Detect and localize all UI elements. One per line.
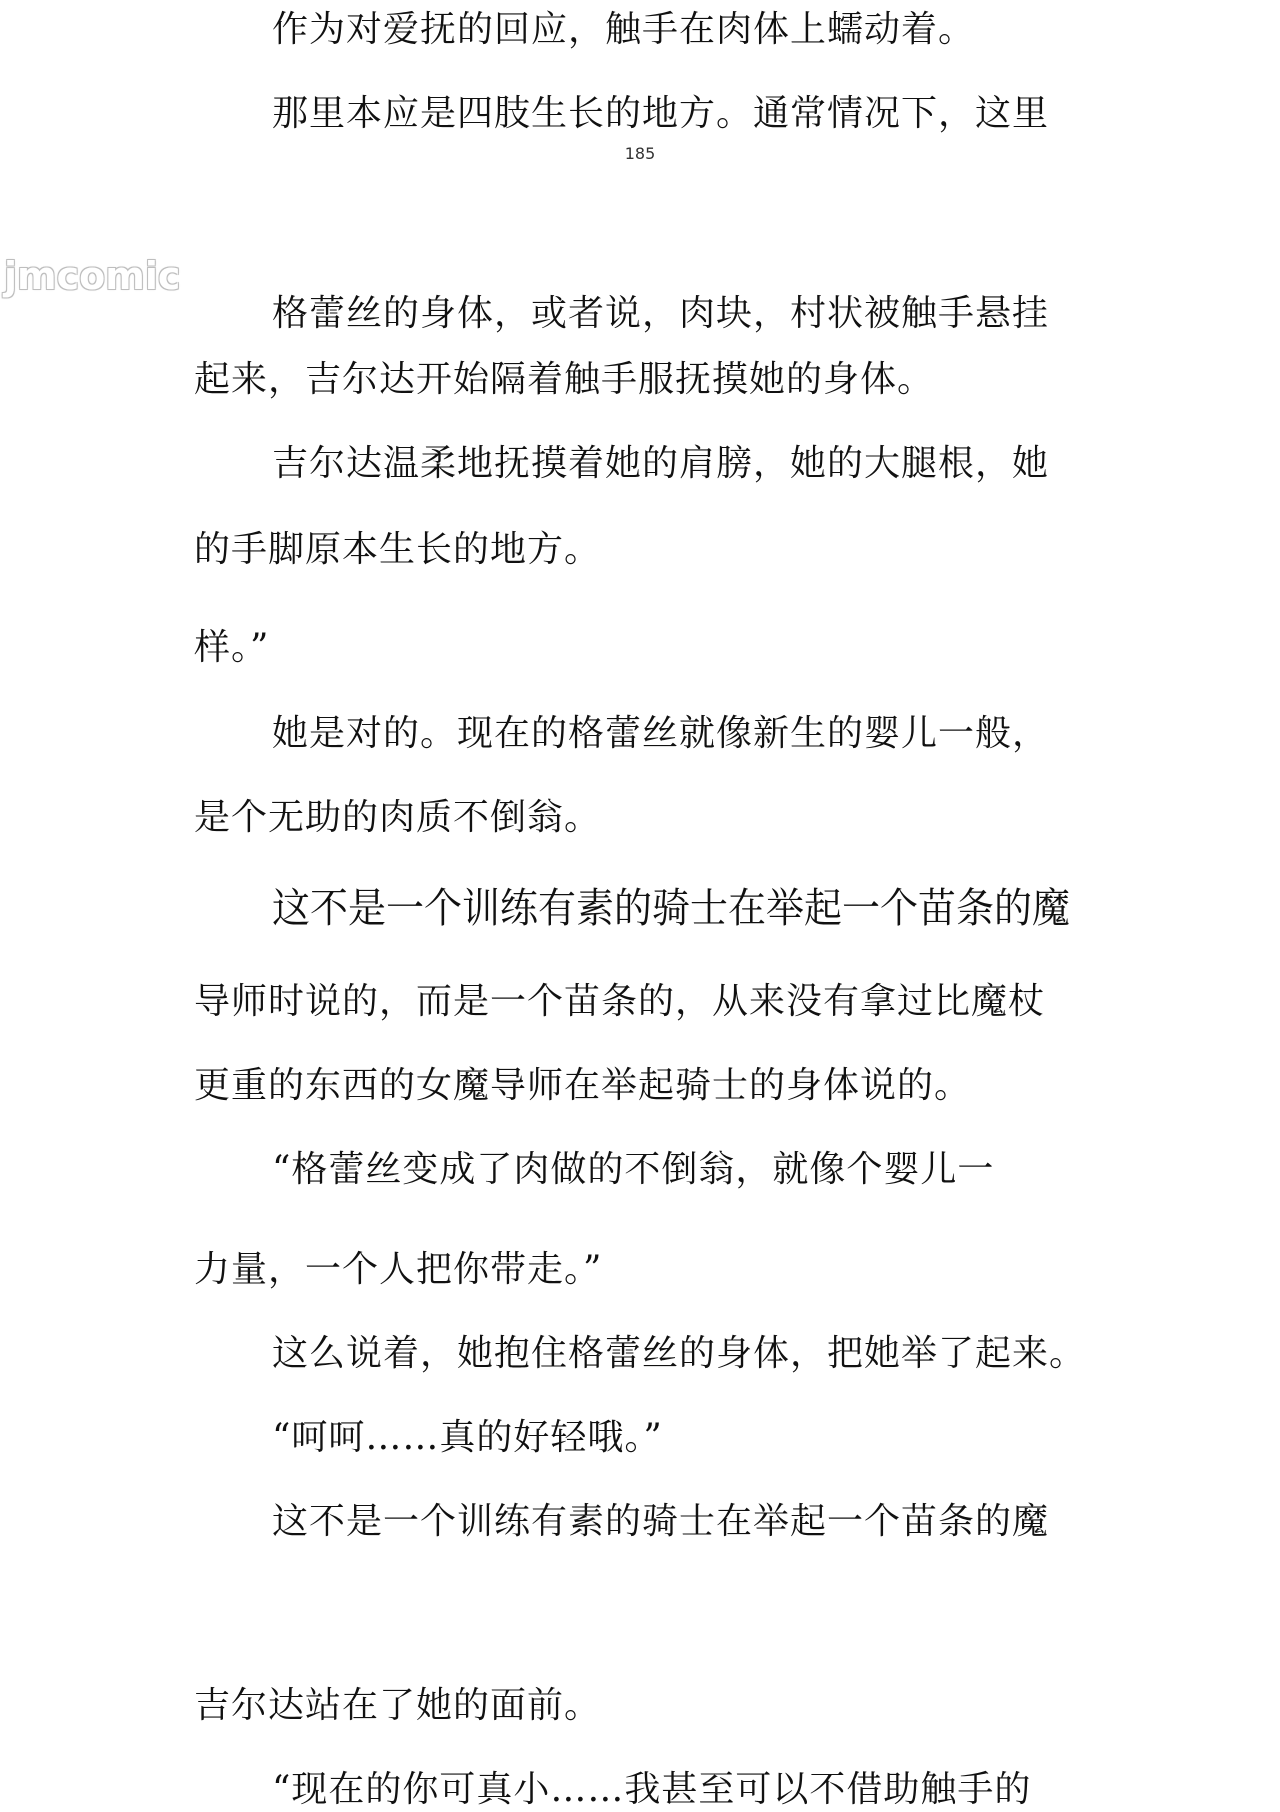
text-line: “呵呵……真的好轻哦。” (272, 1417, 663, 1458)
text-line: 作为对爱抚的回应，触手在肉体上蠕动着。 (272, 9, 976, 50)
text-line: 她是对的。现在的格蕾丝就像新生的婴儿一般， (272, 713, 1050, 754)
text-line: “格蕾丝变成了肉做的不倒翁，就像个婴儿一 (272, 1149, 995, 1190)
text-line: 导师时说的，而是一个苗条的，从来没有拿过比魔杖 (194, 981, 1046, 1022)
text-line: 吉尔达站在了她的面前。 (194, 1685, 602, 1726)
text-line: “现在的你可真小……我甚至可以不借助触手的 (272, 1769, 1032, 1810)
text-line: 的手脚原本生长的地方。 (194, 529, 602, 570)
text-line: 更重的东西的女魔导师在举起骑士的身体说的。 (194, 1065, 972, 1106)
text-line: 这么说着，她抱住格蕾丝的身体，把她举了起来。 (272, 1333, 1087, 1374)
partial-text-line (272, 1500, 1092, 1542)
overlapping-text-line: 这不是一个训练有素的骑士在举起一个苗条的魔 (272, 884, 1071, 932)
watermark-logo: jmcomic (4, 254, 181, 298)
text-line: 起来，吉尔达开始隔着触手服抚摸她的身体。 (194, 359, 935, 400)
text-line: 样。” (194, 627, 270, 668)
partial-text-line (272, 292, 1092, 334)
text-line: 是个无助的肉质不倒翁。 (194, 797, 602, 838)
text-line: 吉尔达温柔地抚摸着她的肩膀，她的大腿根，她 (272, 443, 1050, 484)
page-number: 185 (624, 144, 656, 163)
partial-text-line-content: 这不是一个训练有素的骑士在举起一个苗条的魔 (272, 1501, 1050, 1542)
text-line: 力量，一个人把你带走。” (194, 1249, 603, 1290)
partial-text-line-content: 格蕾丝的身体，或者说，肉块，村状被触手悬挂 (272, 293, 1050, 334)
text-line: 那里本应是四肢生长的地方。通常情况下，这里 (272, 93, 1050, 134)
